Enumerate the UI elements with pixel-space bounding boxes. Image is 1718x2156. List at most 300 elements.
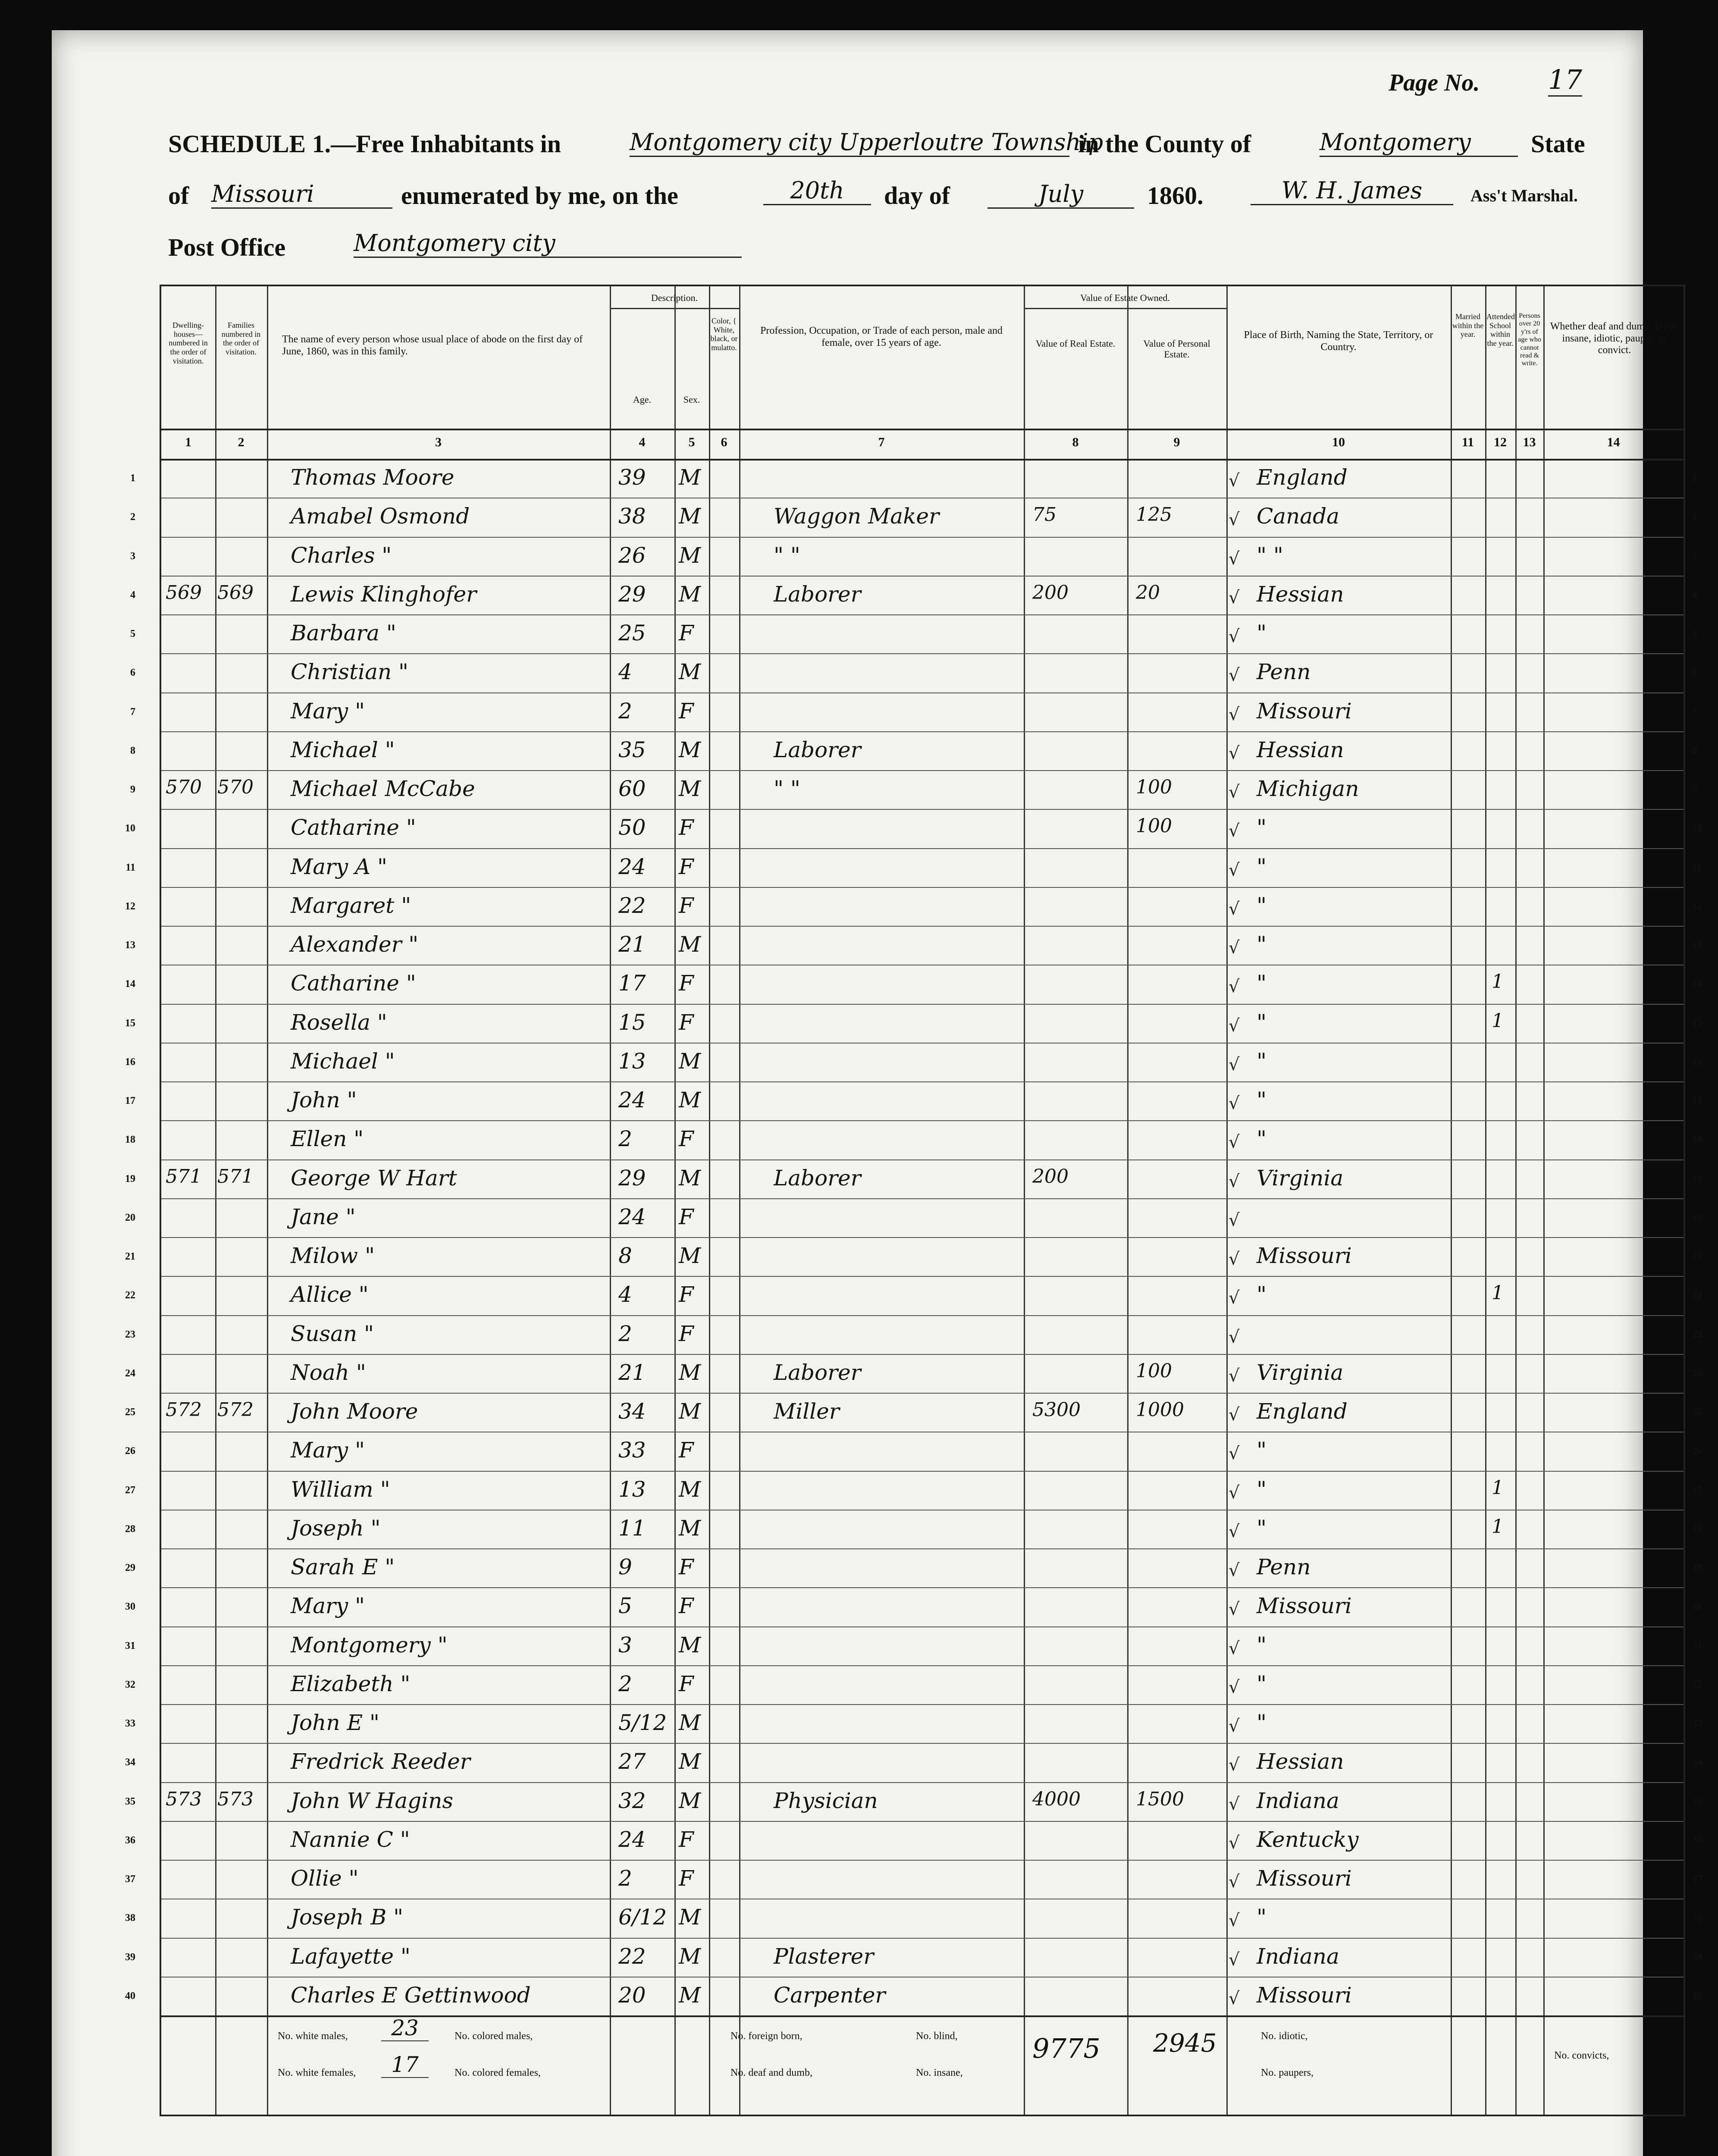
row-number-left: 7 — [130, 706, 135, 718]
census-table — [125, 285, 1702, 2116]
person-sex: F — [679, 1671, 694, 1696]
person-age: 25 — [618, 620, 646, 646]
white-females-label: No. white females, — [278, 2067, 356, 2078]
colored-males-label: No. colored males, — [455, 2031, 533, 2042]
row-number-left: 27 — [125, 1484, 135, 1496]
col-number-14: 14 — [1607, 435, 1620, 449]
birthplace: " — [1257, 1087, 1267, 1112]
birthplace: " — [1257, 1632, 1267, 1658]
birthplace: " — [1257, 854, 1267, 879]
col-3-header: The name of every person whose usual place of abode on the first day of June, 1860, was in this family. — [282, 334, 583, 357]
real-estate-value: 200 — [1032, 581, 1069, 604]
attended-school: 1 — [1492, 971, 1504, 993]
row-number-right: 8 — [1692, 745, 1697, 756]
dwelling-number: 571 — [166, 1165, 202, 1188]
person-name: Nannie C " — [291, 1827, 410, 1852]
row-number-left: 40 — [125, 1990, 135, 2002]
col-6-header: Color, { White, black, or mulatto. — [710, 317, 738, 352]
row-number-right: 33 — [1692, 1718, 1702, 1729]
white-males-label: No. white males, — [278, 2031, 348, 2042]
row-number-left: 3 — [130, 550, 135, 562]
birthplace: Hessian — [1257, 581, 1344, 607]
person-name: Mary " — [291, 698, 365, 724]
col-13-header: Persons over 20 y'rs of age who cannot read & write. — [1518, 312, 1541, 367]
row-number-right: 18 — [1692, 1134, 1702, 1146]
row-number-right: 25 — [1692, 1407, 1702, 1418]
person-name: John " — [291, 1087, 357, 1112]
col-number-5: 5 — [688, 435, 695, 449]
person-sex: M — [679, 1087, 701, 1112]
birthplace-check-mark: √ — [1229, 1794, 1240, 1814]
birthplace-check-mark: √ — [1229, 1015, 1240, 1036]
person-sex: M — [679, 542, 701, 568]
birthplace: " — [1257, 620, 1267, 646]
person-name: George W Hart — [291, 1165, 457, 1191]
col-8-header: Value of Real Estate. — [1035, 338, 1116, 349]
row-number-right: 23 — [1692, 1329, 1702, 1340]
row-number-left: 22 — [125, 1290, 135, 1301]
birthplace: Missouri — [1257, 698, 1352, 724]
birthplace-check-mark: √ — [1229, 1210, 1240, 1230]
col-number-7: 7 — [878, 435, 885, 449]
person-age: 5/12 — [618, 1710, 667, 1735]
birthplace-check-mark: √ — [1229, 510, 1240, 530]
col-number-12: 12 — [1494, 435, 1507, 449]
person-name: Rosella " — [291, 1009, 387, 1035]
row-number-right: 13 — [1692, 940, 1702, 951]
row-number-left: 23 — [125, 1329, 135, 1340]
insane-label: No. insane, — [916, 2067, 963, 2078]
col-1-header: Dwelling-houses—numbered in the order of visitation. — [169, 321, 208, 365]
row-number-right: 22 — [1692, 1290, 1702, 1301]
real-estate-value: 4000 — [1032, 1788, 1081, 1810]
personal-estate-value: 100 — [1136, 776, 1172, 798]
occupation: Carpenter — [774, 1982, 886, 2008]
row-number-left: 17 — [125, 1095, 135, 1106]
day-of-label: day of — [884, 182, 950, 210]
dwelling-number: 572 — [166, 1399, 202, 1421]
person-name: Lafayette " — [291, 1943, 411, 1969]
birthplace-check-mark: √ — [1229, 1561, 1240, 1580]
person-age: 22 — [618, 1943, 646, 1969]
person-age: 21 — [618, 932, 646, 957]
colored-females-label: No. colored females, — [455, 2067, 541, 2078]
person-age: 2 — [618, 1126, 632, 1152]
row-number-left: 16 — [125, 1056, 135, 1068]
person-name: John Moore — [291, 1399, 418, 1424]
white-females-count: 17 — [381, 2052, 429, 2078]
person-name: Montgomery " — [291, 1632, 448, 1658]
person-sex: F — [679, 1204, 694, 1229]
row-number-left: 14 — [125, 978, 135, 990]
personal-estate-value: 100 — [1136, 815, 1172, 837]
person-age: 2 — [618, 1866, 632, 1891]
birthplace: Hessian — [1257, 737, 1344, 762]
birthplace-check-mark: √ — [1229, 1599, 1240, 1620]
person-age: 17 — [618, 971, 646, 996]
birthplace-check-mark: √ — [1229, 1327, 1240, 1347]
white-males-count: 23 — [381, 2015, 429, 2041]
personal-estate-total: 2945 — [1153, 2028, 1217, 2058]
birthplace: " — [1257, 1476, 1267, 1502]
person-name: Ellen " — [291, 1126, 364, 1152]
person-age: 24 — [618, 1204, 646, 1229]
row-number-right: 17 — [1692, 1095, 1702, 1106]
person-sex: M — [679, 776, 701, 801]
row-number-right: 28 — [1692, 1523, 1702, 1535]
row-number-left: 21 — [125, 1251, 135, 1262]
attended-school: 1 — [1492, 1476, 1504, 1499]
person-age: 24 — [618, 1087, 646, 1112]
person-age: 27 — [618, 1749, 646, 1774]
state-name: Missouri — [211, 180, 392, 209]
occupation: Physician — [774, 1788, 878, 1813]
row-number-left: 12 — [125, 900, 135, 912]
person-sex: F — [679, 1827, 694, 1852]
birthplace: Penn — [1257, 1554, 1311, 1579]
birthplace: " — [1257, 1671, 1267, 1696]
col-number-2: 2 — [238, 435, 245, 449]
person-age: 50 — [618, 815, 646, 840]
birthplace-check-mark: √ — [1229, 1054, 1240, 1075]
person-sex: M — [679, 1476, 701, 1502]
person-sex: F — [679, 971, 694, 996]
row-number-right: 30 — [1692, 1601, 1702, 1613]
row-number-left: 25 — [125, 1407, 135, 1418]
person-age: 2 — [618, 698, 632, 724]
person-age: 24 — [618, 1827, 646, 1852]
row-number-right: 5 — [1692, 628, 1697, 639]
person-age: 21 — [618, 1360, 646, 1385]
person-age: 60 — [618, 776, 646, 801]
description-group-header: Description. — [651, 292, 698, 303]
birthplace: " — [1257, 1438, 1267, 1463]
row-number-right: 27 — [1692, 1484, 1702, 1496]
person-age: 9 — [618, 1554, 632, 1579]
row-number-left: 26 — [125, 1445, 135, 1457]
occupation: Laborer — [774, 1360, 861, 1385]
row-number-left: 6 — [130, 667, 135, 679]
col-12-header: Attended School within the year. — [1486, 312, 1515, 348]
person-name: John E " — [291, 1710, 379, 1735]
birthplace: " — [1257, 1710, 1267, 1735]
person-name: Mary " — [291, 1438, 365, 1463]
row-number-right: 16 — [1692, 1056, 1702, 1068]
attended-school: 1 — [1492, 1515, 1504, 1538]
birthplace: " — [1257, 971, 1267, 996]
person-name: Alexander " — [291, 932, 419, 957]
birthplace-check-mark: √ — [1229, 1677, 1240, 1697]
person-name: Susan " — [291, 1321, 374, 1346]
row-number-right: 19 — [1692, 1173, 1702, 1185]
row-number-right: 36 — [1692, 1834, 1702, 1846]
person-age: 2 — [618, 1321, 632, 1346]
col-7-header: Profession, Occupation, or Trade of each person, male and female, over 15 years of age. — [760, 325, 1003, 348]
person-name: Amabel Osmond — [291, 504, 470, 529]
person-age: 26 — [618, 542, 646, 568]
family-number: 571 — [217, 1165, 254, 1188]
row-number-right: 7 — [1692, 706, 1697, 718]
real-estate-total: 9775 — [1032, 2033, 1100, 2064]
person-name: Noah " — [291, 1360, 366, 1385]
occupation: Miller — [774, 1399, 840, 1424]
birthplace: Virginia — [1257, 1360, 1344, 1385]
birthplace-check-mark: √ — [1229, 1094, 1240, 1113]
birthplace: Missouri — [1257, 1593, 1352, 1619]
census-page — [52, 30, 1702, 2156]
person-age: 2 — [618, 1671, 632, 1696]
person-name: Charles E Gettinwood — [291, 1982, 531, 2008]
col-11-header: Married within the year. — [1452, 312, 1484, 339]
birthplace: " — [1257, 1126, 1267, 1152]
row-number-left: 33 — [125, 1718, 135, 1729]
row-number-left: 8 — [130, 745, 135, 756]
col-10-header: Place of Birth, Naming the State, Territory, or Country. — [1244, 329, 1433, 353]
birthplace: " — [1257, 1515, 1267, 1541]
row-number-left: 10 — [125, 823, 135, 834]
page-number-label: Page No. — [1389, 69, 1480, 96]
birthplace: " — [1257, 815, 1267, 840]
attended-school: 1 — [1492, 1282, 1504, 1304]
person-name: John W Hagins — [291, 1788, 454, 1813]
row-number-right: 2 — [1692, 511, 1697, 523]
personal-estate-value: 100 — [1136, 1360, 1172, 1382]
row-number-right: 21 — [1692, 1251, 1702, 1262]
col-number-4: 4 — [639, 435, 646, 449]
person-sex: M — [679, 1710, 701, 1735]
birthplace-check-mark: √ — [1229, 1482, 1240, 1503]
person-age: 13 — [618, 1048, 646, 1074]
col-14-header: Whether deaf and dumb, blind, insane, idiotic, pauper, or convict. — [1550, 321, 1679, 356]
real-estate-value: 75 — [1032, 504, 1057, 526]
row-number-right: 35 — [1692, 1796, 1702, 1807]
row-number-left: 35 — [125, 1796, 135, 1807]
person-name: Mary A " — [291, 854, 388, 879]
place-name: Montgomery city Upperloutre Township — [630, 128, 1069, 157]
row-number-left: 20 — [125, 1212, 135, 1223]
row-number-right: 31 — [1692, 1640, 1702, 1651]
birthplace-check-mark: √ — [1229, 1911, 1240, 1931]
family-number: 573 — [217, 1788, 254, 1810]
person-sex: M — [679, 1360, 701, 1385]
row-number-right: 14 — [1692, 978, 1702, 990]
birthplace: Michigan — [1257, 776, 1359, 801]
person-sex: M — [679, 581, 701, 607]
birthplace: Kentucky — [1257, 1827, 1359, 1852]
row-number-right: 4 — [1692, 589, 1697, 601]
occupation: Waggon Maker — [774, 504, 939, 529]
row-number-right: 15 — [1692, 1017, 1702, 1029]
person-sex: M — [679, 1982, 701, 2008]
col-number-10: 10 — [1332, 435, 1345, 449]
birthplace: England — [1257, 1399, 1348, 1424]
occupation: Laborer — [774, 1165, 861, 1191]
person-sex: F — [679, 1438, 694, 1463]
family-number: 569 — [217, 581, 254, 604]
person-sex: F — [679, 1009, 694, 1035]
col-2-header: Families numbered in the order of visitation. — [221, 321, 261, 357]
person-sex: M — [679, 1632, 701, 1658]
birthplace-check-mark: √ — [1229, 821, 1240, 841]
birthplace-check-mark: √ — [1229, 1872, 1240, 1892]
family-number: 570 — [217, 776, 254, 798]
person-name: Lewis Klinghofer — [291, 581, 477, 607]
row-number-left: 5 — [130, 628, 135, 639]
person-sex: M — [679, 1243, 701, 1268]
person-sex: M — [679, 1788, 701, 1813]
birthplace-check-mark: √ — [1229, 1444, 1240, 1464]
row-number-left: 18 — [125, 1134, 135, 1146]
birthplace: " — [1257, 893, 1267, 918]
person-sex: M — [679, 737, 701, 762]
row-number-left: 38 — [125, 1912, 135, 1924]
birthplace-check-mark: √ — [1229, 1988, 1240, 2009]
of-label: of — [168, 182, 189, 210]
birthplace: Indiana — [1257, 1788, 1339, 1813]
person-sex: M — [679, 1165, 701, 1191]
row-number-left: 32 — [125, 1679, 135, 1690]
person-name: Thomas Moore — [291, 465, 455, 490]
dwelling-number: 569 — [166, 581, 202, 604]
paupers-label: No. paupers, — [1261, 2067, 1314, 2078]
occupation: " " — [774, 542, 800, 568]
col-5-header: Sex. — [683, 394, 700, 405]
person-sex: F — [679, 620, 694, 646]
row-number-left: 37 — [125, 1874, 135, 1885]
dwelling-number: 573 — [166, 1788, 202, 1810]
person-name: Michael " — [291, 1048, 395, 1074]
person-age: 13 — [618, 1476, 646, 1502]
row-number-right: 12 — [1692, 900, 1702, 912]
row-number-right: 3 — [1692, 550, 1697, 562]
person-name: Elizabeth " — [291, 1671, 411, 1696]
person-name: Allice " — [291, 1282, 369, 1307]
col-number-3: 3 — [435, 435, 442, 449]
birthplace: Penn — [1257, 659, 1311, 685]
col-9-header: Value of Personal Estate. — [1143, 338, 1210, 360]
birthplace: " — [1257, 1905, 1267, 1930]
birthplace-check-mark: √ — [1229, 1833, 1240, 1853]
person-name: Sarah E " — [291, 1554, 395, 1579]
person-age: 32 — [618, 1788, 646, 1813]
occupation: Laborer — [774, 737, 861, 762]
person-age: 4 — [618, 659, 632, 685]
page-number: 17 — [1548, 64, 1582, 97]
person-age: 24 — [618, 854, 646, 879]
col-number-9: 9 — [1173, 435, 1180, 449]
person-sex: F — [679, 698, 694, 724]
real-estate-value: 200 — [1032, 1165, 1069, 1188]
birthplace-check-mark: √ — [1229, 1521, 1240, 1542]
person-name: Michael " — [291, 737, 395, 762]
row-number-right: 29 — [1692, 1562, 1702, 1573]
person-age: 20 — [618, 1982, 646, 2008]
person-sex: M — [679, 1515, 701, 1541]
family-number: 572 — [217, 1399, 254, 1421]
birthplace-check-mark: √ — [1229, 1755, 1240, 1775]
birthplace-check-mark: √ — [1229, 627, 1240, 646]
person-age: 11 — [618, 1515, 646, 1541]
person-name: Catharine " — [291, 815, 416, 840]
col-number-1: 1 — [185, 435, 191, 449]
person-sex: F — [679, 1126, 694, 1152]
birthplace-check-mark: √ — [1229, 1249, 1240, 1269]
person-sex: F — [679, 1554, 694, 1579]
marshal-label: Ass't Marshal. — [1470, 186, 1578, 205]
row-number-right: 37 — [1692, 1874, 1702, 1885]
row-number-left: 1 — [130, 473, 135, 484]
person-sex: M — [679, 1943, 701, 1969]
row-number-left: 13 — [125, 940, 135, 951]
birthplace: Canada — [1257, 504, 1339, 529]
birthplace-check-mark: √ — [1229, 743, 1240, 763]
person-age: 22 — [618, 893, 646, 918]
post-office-name: Montgomery city — [354, 229, 742, 258]
enumeration-month: July — [988, 180, 1134, 209]
row-number-right: 10 — [1692, 823, 1702, 834]
person-sex: F — [679, 1593, 694, 1619]
birthplace: " — [1257, 1048, 1267, 1074]
person-age: 6/12 — [618, 1905, 667, 1930]
idiotic-label: No. idiotic, — [1261, 2031, 1308, 2042]
row-number-left: 34 — [125, 1757, 135, 1768]
birthplace: " " — [1257, 542, 1283, 568]
person-sex: F — [679, 1282, 694, 1307]
birthplace-check-mark: √ — [1229, 1716, 1240, 1736]
col-number-6: 6 — [721, 435, 727, 449]
birthplace-check-mark: √ — [1229, 548, 1240, 569]
personal-estate-value: 20 — [1136, 581, 1160, 604]
birthplace-check-mark: √ — [1229, 1638, 1240, 1658]
birthplace-check-mark: √ — [1229, 1366, 1240, 1386]
person-name: Fredrick Reeder — [291, 1749, 470, 1774]
person-sex: F — [679, 815, 694, 840]
row-number-left: 2 — [130, 511, 135, 523]
row-number-left: 30 — [125, 1601, 135, 1613]
col-number-8: 8 — [1072, 435, 1079, 449]
row-number-left: 11 — [125, 862, 135, 873]
row-number-left: 39 — [125, 1951, 135, 1963]
person-age: 33 — [618, 1438, 646, 1463]
person-name: Joseph B " — [291, 1905, 404, 1930]
person-age: 34 — [618, 1399, 646, 1424]
birthplace-check-mark: √ — [1229, 1288, 1240, 1308]
row-number-left: 4 — [130, 589, 135, 601]
person-age: 35 — [618, 737, 646, 762]
birthplace-check-mark: √ — [1229, 665, 1240, 686]
birthplace-check-mark: √ — [1229, 587, 1240, 608]
birthplace: " — [1257, 932, 1267, 957]
birthplace-check-mark: √ — [1229, 899, 1240, 919]
person-sex: M — [679, 659, 701, 685]
enumerated-label: enumerated by me, on the — [401, 182, 678, 210]
birthplace: Missouri — [1257, 1982, 1352, 2008]
birthplace-check-mark: √ — [1229, 471, 1240, 491]
row-number-right: 6 — [1692, 667, 1697, 679]
row-number-right: 40 — [1692, 1990, 1702, 2002]
person-name: Margaret " — [291, 893, 411, 918]
person-name: Michael McCabe — [291, 776, 475, 801]
row-number-right: 24 — [1692, 1367, 1702, 1379]
person-name: Ollie " — [291, 1866, 359, 1891]
birthplace-check-mark: √ — [1229, 1405, 1240, 1425]
birthplace-check-mark: √ — [1229, 860, 1240, 880]
birthplace: " — [1257, 1282, 1267, 1307]
birthplace-check-mark: √ — [1229, 1171, 1240, 1191]
person-name: Joseph " — [291, 1515, 381, 1541]
birthplace-check-mark: √ — [1229, 782, 1240, 802]
birthplace: Hessian — [1257, 1749, 1344, 1774]
